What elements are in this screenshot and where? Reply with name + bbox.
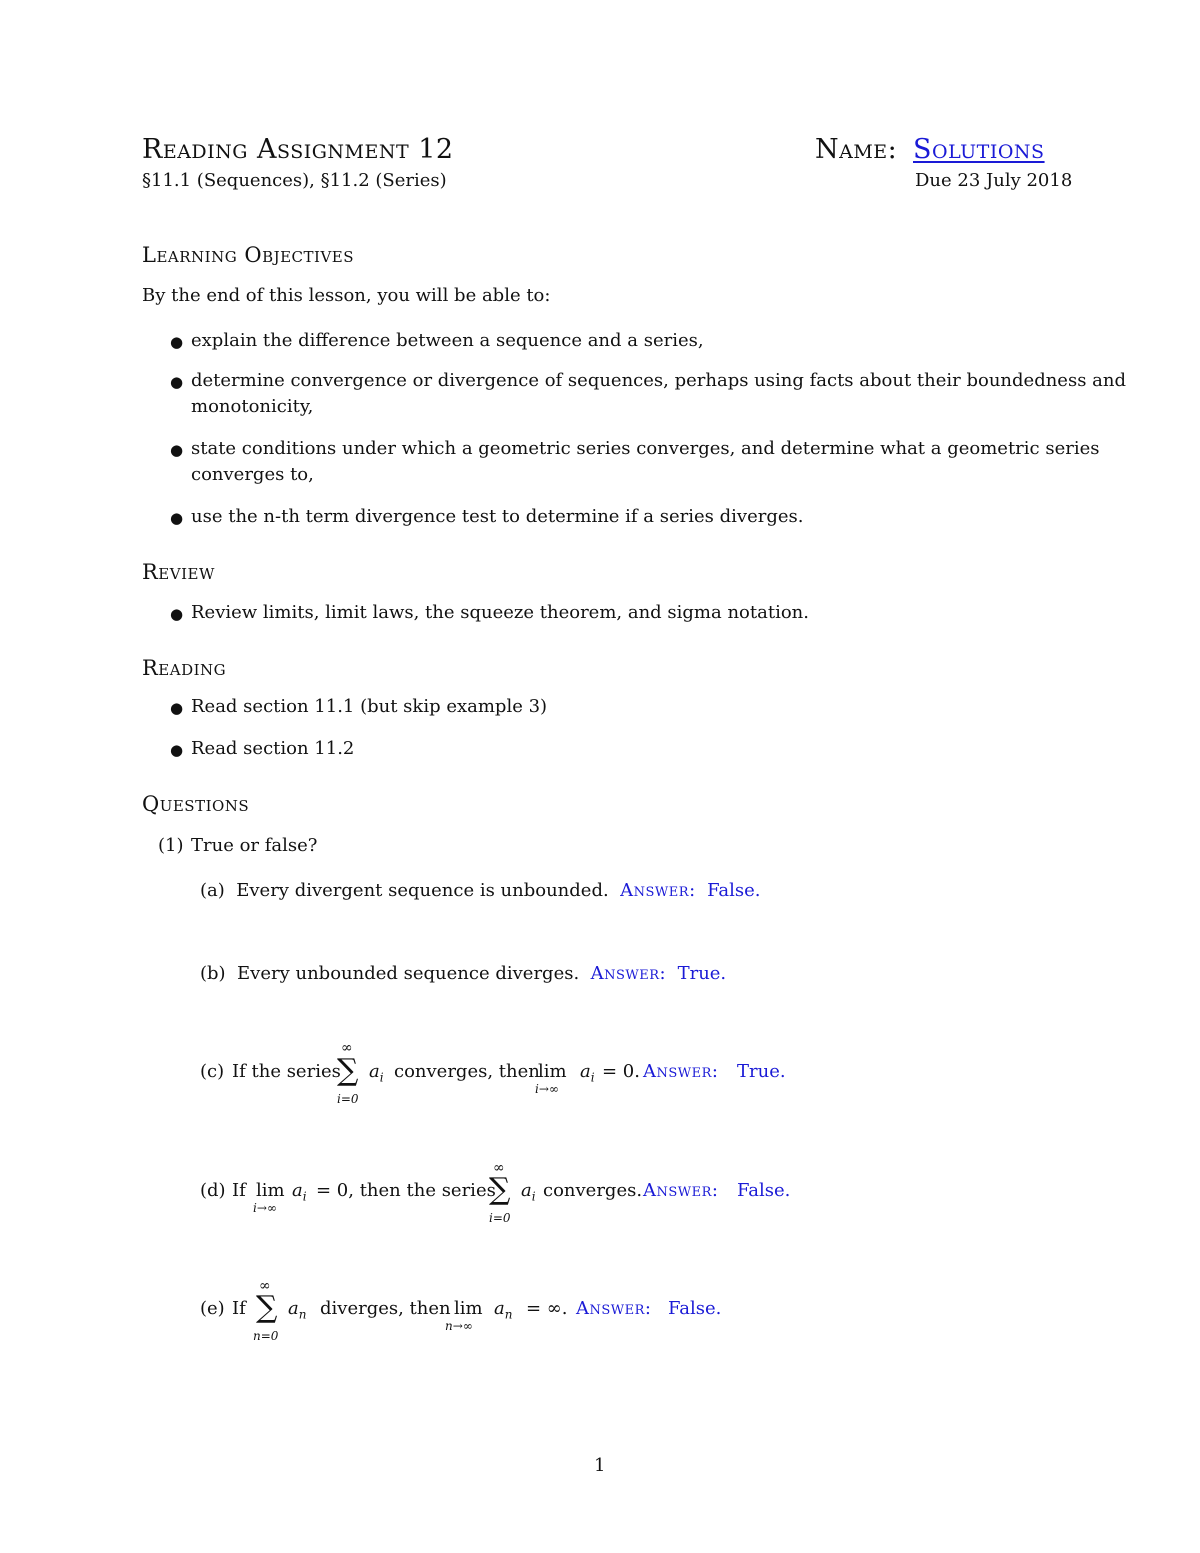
answer-label: Answer:	[576, 1298, 652, 1319]
part-text: Every unbounded sequence diverges.	[237, 963, 580, 984]
term-ai: $a_i$	[521, 1180, 536, 1204]
term-an: $a_n$	[288, 1298, 307, 1322]
bullet-icon: ●	[170, 699, 184, 717]
sigma-icon: ∑	[337, 1053, 359, 1088]
term-ai: $a_i$	[580, 1061, 595, 1085]
questions-heading: Questions	[142, 792, 250, 816]
part-e-pre: If	[232, 1298, 246, 1319]
sections-covered: §11.1 (Sequences), §11.2 (Series)	[142, 170, 447, 191]
bullet-icon: ●	[170, 333, 184, 351]
page-number: 1	[594, 1455, 606, 1476]
part-e-label: (e)	[200, 1298, 225, 1319]
learning-objectives-heading: Learning Objectives	[142, 243, 355, 267]
part-d-post: converges.	[543, 1180, 643, 1201]
sigma-icon: ∑	[256, 1290, 278, 1325]
part-label: (a)	[200, 880, 225, 901]
answer-label: Answer:	[590, 963, 667, 984]
reading-heading: Reading	[142, 656, 227, 680]
name-value: Solutions	[913, 134, 1045, 165]
sum-upper-limit: ∞	[341, 1040, 353, 1056]
part-a	[200, 880, 760, 901]
sum-lower-limit: n=0	[253, 1329, 279, 1343]
answer-value: False.	[707, 880, 761, 901]
part-c-pre: If the series	[232, 1061, 341, 1082]
bullet-icon: ●	[170, 741, 184, 759]
part-c-label: (c)	[200, 1061, 225, 1082]
term-ai: $a_i$	[369, 1061, 384, 1085]
bullet-icon: ●	[170, 509, 184, 527]
reading-item: Read section 11.1 (but skip example 3)	[191, 696, 548, 717]
bullet-icon: ●	[170, 373, 184, 391]
question-number: (1)	[158, 835, 184, 856]
lim-subscript: n→∞	[445, 1319, 473, 1333]
objective-item: use the n-th term divergence test to determine if a series diverges.	[191, 506, 804, 527]
assignment-title: Reading Assignment 12	[142, 134, 454, 165]
part-c-mid: converges, then	[394, 1061, 540, 1082]
part-label: (b)	[200, 963, 226, 984]
answer-value: True.	[737, 1061, 786, 1082]
lim-operator: lim	[256, 1180, 285, 1201]
sum-lower-limit: i=0	[489, 1211, 511, 1225]
part-e-mid: diverges, then	[320, 1298, 451, 1319]
part-d-mid: = 0, then the series	[316, 1180, 496, 1201]
objective-item: determine convergence or divergence of sequences, perhaps using facts about their boundedness and	[191, 370, 1126, 391]
question-text: True or false?	[191, 835, 318, 856]
bullet-icon: ●	[170, 441, 184, 459]
answer-label: Answer:	[643, 1061, 719, 1082]
lim-subscript: i→∞	[535, 1082, 559, 1096]
part-c-post: = 0.	[602, 1061, 640, 1082]
objective-item: state conditions under which a geometric series converges, and determine what a geometric series	[191, 438, 1100, 459]
bullet-icon: ●	[170, 605, 184, 623]
part-d-pre: If	[232, 1180, 246, 1201]
lim-operator: lim	[454, 1298, 483, 1319]
part-b	[200, 963, 726, 984]
answer-label: Answer:	[643, 1180, 719, 1201]
review-item: Review limits, limit laws, the squeeze theorem, and sigma notation.	[191, 602, 809, 623]
sum-lower-limit: i=0	[337, 1092, 359, 1106]
review-heading: Review	[142, 560, 215, 584]
part-text: Every divergent sequence is unbounded.	[236, 880, 609, 901]
answer-value: False.	[668, 1298, 722, 1319]
term-ai: $a_i$	[292, 1180, 307, 1204]
answer-label: Answer:	[620, 880, 696, 901]
objective-item-continued: converges to,	[191, 464, 314, 485]
name-label: Name:	[815, 134, 898, 165]
lim-operator: lim	[538, 1061, 567, 1082]
sigma-icon: ∑	[489, 1172, 511, 1207]
sum-upper-limit: ∞	[259, 1278, 271, 1294]
objective-item: explain the difference between a sequence and a series,	[191, 330, 704, 351]
lim-subscript: i→∞	[253, 1201, 277, 1215]
answer-value: True.	[677, 963, 727, 984]
part-e-post: = ∞.	[526, 1298, 568, 1319]
reading-item: Read section 11.2	[191, 738, 355, 759]
objective-item-continued: monotonicity,	[191, 396, 314, 417]
term-an: $a_n$	[494, 1298, 513, 1322]
due-date: Due 23 July 2018	[915, 170, 1073, 191]
part-d-label: (d)	[200, 1180, 226, 1201]
sum-upper-limit: ∞	[493, 1160, 505, 1176]
answer-value: False.	[737, 1180, 791, 1201]
learning-objectives-intro: By the end of this lesson, you will be able to:	[142, 285, 551, 306]
